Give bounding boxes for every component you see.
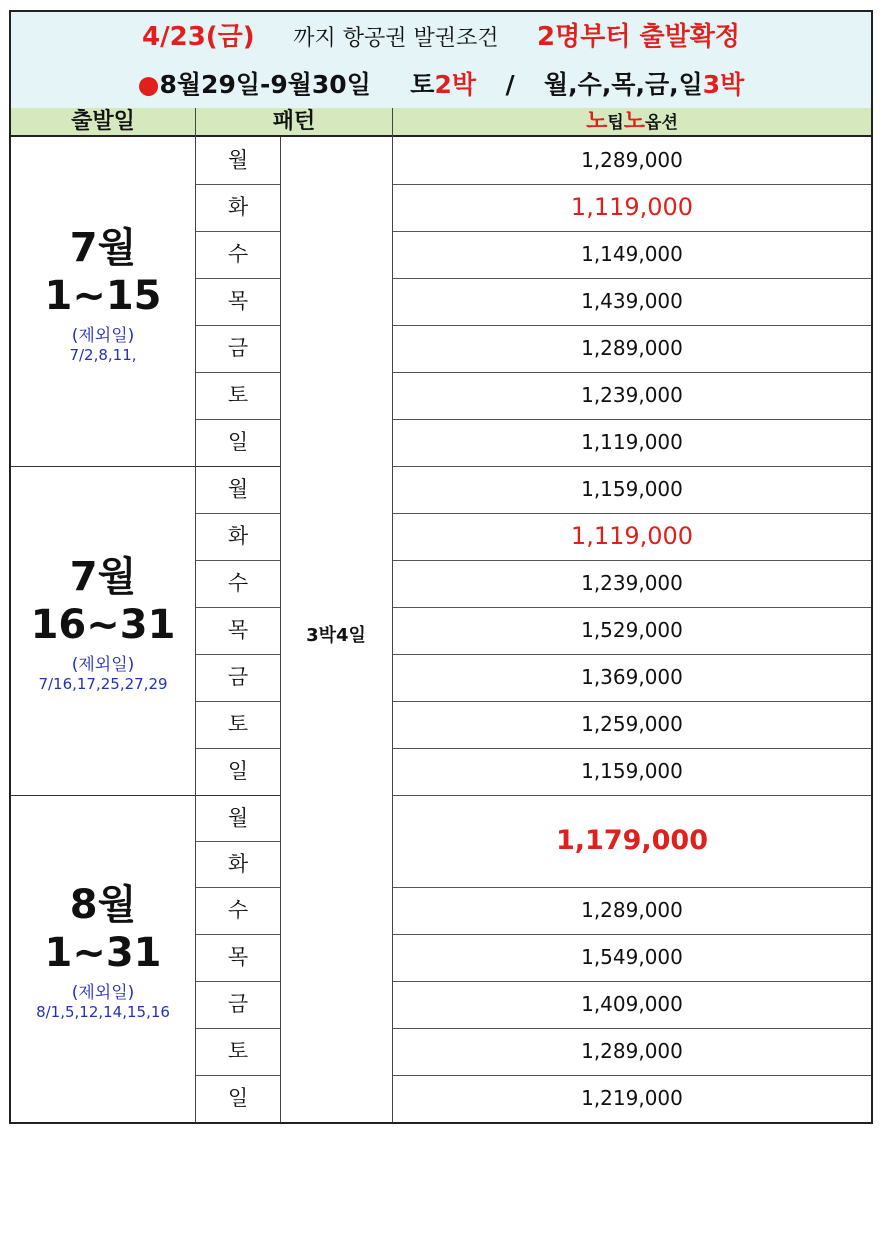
date-range: 1~15 xyxy=(44,272,162,319)
exclude-dates: 8/1,5,12,14,15,16 xyxy=(36,1002,170,1021)
header-line-1 xyxy=(11,12,871,62)
row-divider xyxy=(393,887,871,888)
row-divider xyxy=(393,1075,871,1076)
price-cell: 1,289,000 xyxy=(581,898,683,922)
row-divider xyxy=(196,184,280,185)
option-suffix: 옵션 xyxy=(645,113,678,133)
month-name: 7월 xyxy=(69,553,137,600)
price-cell: 1,289,000 xyxy=(581,1039,683,1063)
price-cell: 1,239,000 xyxy=(581,383,683,407)
option-mid: 팁 xyxy=(607,113,624,133)
col-departure: 출발일 xyxy=(11,108,195,137)
month-block xyxy=(11,224,195,364)
row-divider xyxy=(196,372,280,373)
price-cell: 1,239,000 xyxy=(581,571,683,595)
ticket-condition-text: 까지 항공권 발권조건 xyxy=(293,26,499,51)
column-divider xyxy=(280,137,281,1122)
weekdays: 월,수,목,금,일 xyxy=(544,70,703,99)
day-cell: 화 xyxy=(227,852,249,876)
row-divider xyxy=(196,1075,280,1076)
day-cell: 수 xyxy=(227,571,249,595)
row-divider xyxy=(393,184,871,185)
day-cell: 일 xyxy=(227,1086,249,1110)
row-divider xyxy=(11,466,281,467)
day-cell: 목 xyxy=(227,618,249,642)
row-divider xyxy=(393,560,871,561)
row-divider xyxy=(393,419,871,420)
col-pattern: 패턴 xyxy=(196,108,392,137)
month-block xyxy=(11,553,195,693)
row-divider xyxy=(393,1028,871,1029)
price-cell: 1,159,000 xyxy=(581,477,683,501)
price-cell: 1,369,000 xyxy=(581,665,683,689)
price-cell: 1,409,000 xyxy=(581,992,683,1016)
departure-confirmed: 2명부터 출발확정 xyxy=(537,22,740,52)
day-cell: 금 xyxy=(227,665,249,689)
date-range: 16~31 xyxy=(30,601,176,648)
deadline: 4/23(금) xyxy=(142,22,255,52)
month-name: 7월 xyxy=(69,224,137,271)
row-divider xyxy=(393,934,871,935)
row-divider xyxy=(196,607,280,608)
day-cell: 금 xyxy=(227,336,249,360)
row-divider xyxy=(393,981,871,982)
day-cell: 목 xyxy=(227,289,249,313)
row-divider xyxy=(393,513,871,514)
pattern-value: 3박4일 xyxy=(306,625,366,646)
row-divider xyxy=(11,795,281,796)
price-cell: 1,289,000 xyxy=(581,148,683,172)
row-divider xyxy=(393,278,871,279)
row-divider xyxy=(393,325,871,326)
col-option xyxy=(393,108,871,137)
row-divider xyxy=(196,981,280,982)
exclude-title: (제외일) xyxy=(71,654,135,675)
exclude-title: (제외일) xyxy=(71,325,135,346)
merged-price-cell: 1,179,000 xyxy=(555,825,709,856)
row-divider xyxy=(393,701,871,702)
column-divider xyxy=(195,108,196,1122)
price-cell: 1,149,000 xyxy=(581,242,683,266)
day-cell: 금 xyxy=(227,992,249,1016)
price-cell: 1,529,000 xyxy=(581,618,683,642)
row-divider xyxy=(196,1028,280,1029)
row-divider xyxy=(196,513,280,514)
row-divider xyxy=(196,560,280,561)
price-cell: 1,289,000 xyxy=(581,336,683,360)
exclude-dates: 7/16,17,25,27,29 xyxy=(38,674,168,693)
column-divider xyxy=(392,108,393,1122)
exclude-dates: 7/2,8,11, xyxy=(69,345,137,364)
price-cell: 1,159,000 xyxy=(581,759,683,783)
price-cell: 1,439,000 xyxy=(581,289,683,313)
date-range: 1~31 xyxy=(44,929,162,976)
row-divider xyxy=(196,231,280,232)
row-divider xyxy=(196,748,280,749)
row-divider xyxy=(393,748,871,749)
row-divider xyxy=(393,654,871,655)
slash: / xyxy=(505,70,515,99)
row-divider xyxy=(196,934,280,935)
price-table xyxy=(9,10,873,1124)
row-divider xyxy=(196,278,280,279)
row-divider xyxy=(393,372,871,373)
row-divider xyxy=(393,231,871,232)
day-cell: 일 xyxy=(227,759,249,783)
row-divider xyxy=(196,419,280,420)
exclude-title: (제외일) xyxy=(71,982,135,1003)
day-cell: 수 xyxy=(227,898,249,922)
day-cell: 화 xyxy=(227,195,249,219)
row-divider xyxy=(196,887,280,888)
price-cell: 1,119,000 xyxy=(581,430,683,454)
day-cell: 월 xyxy=(227,477,249,501)
price-cell: 1,119,000 xyxy=(570,522,694,550)
day-cell: 목 xyxy=(227,945,249,969)
day-cell: 수 xyxy=(227,242,249,266)
option-red-2: 노 xyxy=(623,109,646,134)
day-cell: 화 xyxy=(227,524,249,548)
day-cell: 일 xyxy=(227,430,249,454)
row-divider xyxy=(393,795,871,796)
row-divider xyxy=(196,841,280,842)
option-red-1: 노 xyxy=(586,109,608,134)
row-divider xyxy=(393,607,871,608)
row-divider xyxy=(196,325,280,326)
day-cell: 토 xyxy=(227,712,249,736)
price-cell: 1,219,000 xyxy=(581,1086,683,1110)
row-divider xyxy=(196,654,280,655)
sat-nights: 2박 xyxy=(434,70,476,99)
period: 8월29일-9월30일 xyxy=(159,70,371,99)
bullet-icon: ● xyxy=(137,70,160,99)
day-cell: 월 xyxy=(227,148,249,172)
day-cell: 토 xyxy=(227,383,249,407)
row-divider xyxy=(393,466,871,467)
price-cell: 1,259,000 xyxy=(581,712,683,736)
price-cell: 1,549,000 xyxy=(581,945,683,969)
row-divider xyxy=(196,701,280,702)
weekday-nights: 3박 xyxy=(702,70,745,99)
price-cell: 1,119,000 xyxy=(570,193,694,221)
day-cell: 월 xyxy=(227,806,249,830)
header-line-2 xyxy=(11,62,871,109)
month-name: 8월 xyxy=(69,881,137,928)
sat-prefix: 토 xyxy=(410,70,435,99)
month-block xyxy=(11,881,195,1021)
day-cell: 토 xyxy=(227,1039,249,1063)
